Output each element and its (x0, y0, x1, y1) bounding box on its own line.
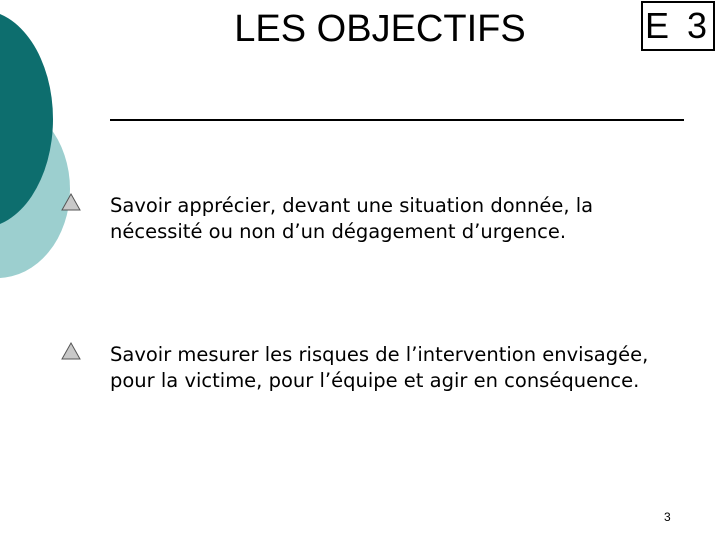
objective-1-text: Savoir apprécier, devant une situation donnée, la nécessité ou non d’un dégagement d’urgence. (110, 194, 594, 243)
objective-2-text: Savoir mesurer les risques de l’intervention envisagée, pour la victime, pour l’équipe et agir en conséquence. (110, 343, 649, 392)
title-underline (110, 119, 684, 121)
slide-code-box: E 3 (641, 1, 715, 51)
page-number: 3 (664, 510, 671, 524)
slide-title: LES OBJECTIFS (234, 8, 526, 50)
triangle-bullet-icon (61, 193, 81, 211)
triangle-bullet-icon (61, 342, 81, 360)
